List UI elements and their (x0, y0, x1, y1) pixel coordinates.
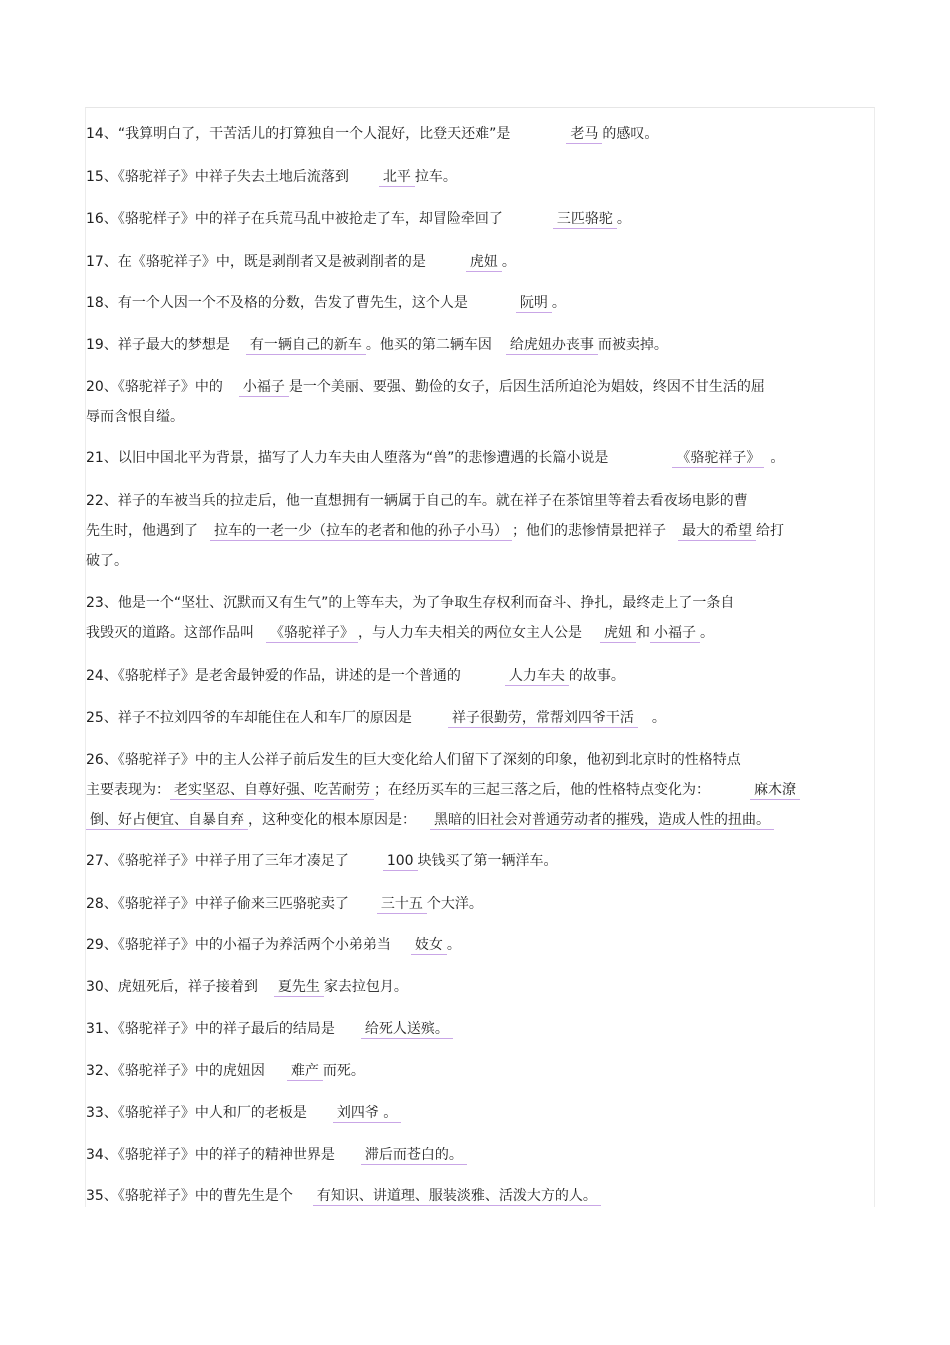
answer-26b-cont: 倒、好占便宜、自暴自弃 (86, 811, 248, 830)
question-18: 18、有一个人因一个不及格的分数，告发了曹先生，这个人是 阮明 。 (86, 295, 566, 311)
question-22-line2: 先生时，他遇到了 拉车的一老一少（拉车的老者和他的孙子小马） ；他们的悲惨情景把祥子 最大的希望 给打 (86, 523, 784, 539)
answer-27: 100 (383, 852, 418, 871)
question-34: 34、《骆驼祥子》中的祥子的精神世界是 滞后而苍白的。 (86, 1140, 467, 1170)
answer-29: 妓女 (411, 936, 447, 955)
question-22-line3: 破了。 (86, 553, 128, 569)
question-16: 16、《骆驼样子》中的祥子在兵荒马乱中被抢走了车，却冒险牵回了 三匹骆驼 。 (86, 211, 631, 227)
question-17: 17、在《骆驼祥子》中，既是剥削者又是被剥削者的是 虎妞 。 (86, 254, 516, 270)
answer-35: 有知识、讲道理、服装淡雅、活泼大方的人。 (313, 1187, 601, 1206)
question-26: 26、《骆驼祥子》中的主人公祥子前后发生的巨大变化给人们留下了深刻的印象，他初到北京时的性格特点 (86, 752, 741, 768)
answer-26a: 老实坚忍、自尊好强、吃苦耐劳 (170, 781, 374, 800)
answer-19b: 给虎妞办丧事 (506, 336, 598, 355)
answer-17: 虎妞 (466, 253, 502, 272)
answer-18: 阮明 (516, 294, 552, 313)
answer-23a: 《骆驼祥子》 (266, 624, 358, 643)
question-22: 22、祥子的车被当兵的拉走后，他一直想拥有一辆属于自己的车。就在祥子在茶馆里等着去看夜场电影的曹 (86, 493, 748, 509)
question-35: 35、《骆驼祥子》中的曹先生是个 有知识、讲道理、服装淡雅、活泼大方的人。 (86, 1181, 601, 1211)
answer-23b: 虎妞 (600, 624, 636, 643)
question-15: 15、《骆驼祥子》中祥子失去土地后流落到 北平 拉车。 (86, 169, 457, 185)
answer-22b: 最大的希望 (678, 522, 756, 541)
question-33: 33、《骆驼祥子》中人和厂的老板是 刘四爷 。 (86, 1098, 401, 1128)
answer-31: 给死人送殡。 (361, 1020, 453, 1039)
answer-22a: 拉车的一老一少（拉车的老者和他的孙子小马） (210, 522, 512, 541)
answer-26b: 麻木潦 (750, 781, 800, 800)
question-19: 19、祥子最大的梦想是 有一辆自己的新车 。他买的第二辆车因 给虎妞办丧事 而被卖掉。 (86, 337, 668, 353)
question-31: 31、《骆驼祥子》中的祥子最后的结局是 给死人送殡。 (86, 1014, 453, 1044)
answer-23c: 小福子 (650, 624, 700, 643)
question-20-line2: 辱而含恨自缢。 (86, 409, 184, 425)
answer-24: 人力车夫 (505, 667, 569, 686)
question-26-line2: 主要表现为： 老实坚忍、自尊好强、吃苦耐劳 ；在经历买车的三起三落之后，他的性格特点变化为： 麻木潦 (86, 775, 800, 805)
answer-20: 小福子 (239, 378, 289, 397)
answer-16: 三匹骆驼 (553, 210, 617, 229)
question-26-line3: 倒、好占便宜、自暴自弃 ，这种变化的根本原因是： 黑暗的旧社会对普通劳动者的摧残，造成人性的扭曲。 (86, 805, 774, 835)
question-20: 20、《骆驼祥子》中的 小福子 是一个美丽、要强、勤俭的女子，后因生活所迫沦为娼妓，终因不甘生活的屈 (86, 379, 765, 395)
answer-28: 三十五 (377, 895, 427, 914)
question-32: 32、《骆驼祥子》中的虎妞因 难产 而死。 (86, 1063, 365, 1079)
answer-26c: 黑暗的旧社会对普通劳动者的摧残，造成人性的扭曲。 (430, 811, 774, 830)
question-14: 14、“我算明白了，干苦活儿的打算独自一个人混好，比登天还难”是 老马 的感叹。 (86, 126, 659, 142)
answer-25: 祥子很勤劳，常帮刘四爷干活 (448, 709, 638, 728)
answer-21: 《骆驼祥子》 (672, 449, 764, 468)
question-30: 30、虎妞死后，祥子接着到 夏先生 家去拉包月。 (86, 979, 408, 995)
answer-14: 老马 (566, 125, 602, 144)
question-25: 25、祥子不拉刘四爷的车却能住在人和车厂的原因是 祥子很勤劳，常帮刘四爷干活 。 (86, 710, 666, 726)
question-29: 29、《骆驼祥子》中的小福子为养活两个小弟弟当 妓女 。 (86, 937, 461, 953)
question-23-line2: 我毁灭的道路。这部作品叫 《骆驼祥子》 ，与人力车夫相关的两位女主人公是 虎妞 和 小福子 。 (86, 625, 714, 641)
answer-15: 北平 (379, 168, 415, 187)
answer-33: 刘四爷 。 (333, 1104, 401, 1123)
question-27: 27、《骆驼祥子》中祥子用了三年才凑足了 100 块钱买了第一辆洋车。 (86, 853, 558, 869)
answer-19a: 有一辆自己的新车 (246, 336, 366, 355)
question-23: 23、他是一个“坚壮、沉默而又有生气”的上等车夫，为了争取生存权利而奋斗、挣扎，最终走上了一条自 (86, 595, 735, 611)
answer-32: 难产 (287, 1062, 323, 1081)
answer-30: 夏先生 (274, 978, 324, 997)
answer-34: 滞后而苍白的。 (361, 1146, 467, 1165)
question-24: 24、《骆驼样子》是老舍最钟爱的作品，讲述的是一个普通的 人力车夫 的故事。 (86, 668, 625, 684)
question-21: 21、以旧中国北平为背景，描写了人力车夫由人堕落为“兽”的悲惨遭遇的长篇小说是 《骆驼祥子》 。 (86, 450, 785, 466)
question-28: 28、《骆驼祥子》中祥子偷来三匹骆驼卖了 三十五 个大洋。 (86, 896, 483, 912)
